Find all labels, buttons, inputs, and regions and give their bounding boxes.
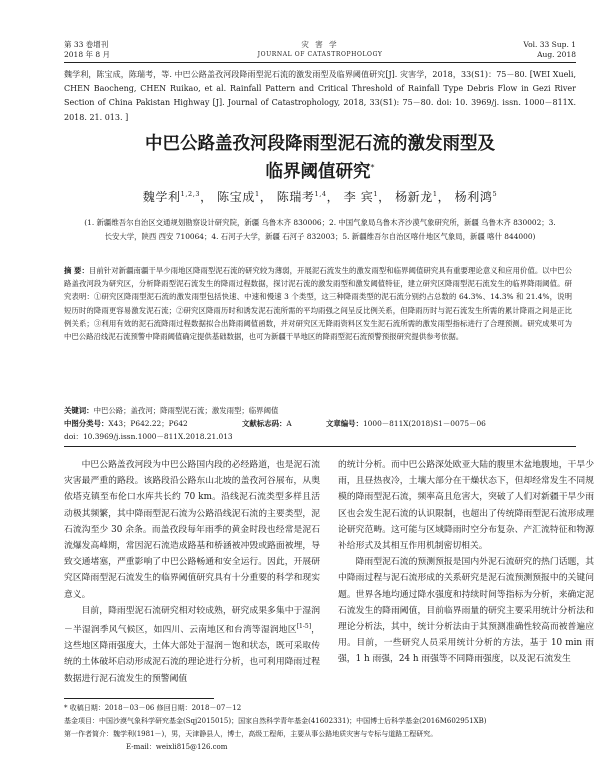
title-line-1: 中巴公路盖孜河段降雨型泥石流的激发雨型及 xyxy=(145,134,495,154)
citation-ref: [1-5] xyxy=(296,623,312,631)
issue-date-en: Aug. 2018 xyxy=(537,50,576,59)
volume-label: 第 33 卷增刊 xyxy=(64,40,109,49)
doc-code-value: A xyxy=(286,419,292,428)
citation-en: WEI Xueli, CHEN Baocheng, CHEN Ruikao, et al. Rainfall Pattern and Critical Threshold of Rainfall Type Debris Flow in Gezi River Section of China Pakistan Highway [J]. Journal of Catastrophology, 2018, 33(S1): 75－80. doi: 10. 3969/j. issn. 1000－811X. 2018. 21. 013. ] xyxy=(64,70,576,122)
paragraph: 的统计分析。而中巴公路深处欧亚大陆的腹里木盆地腹地，干旱少雨，且昼热夜冷，土壤大部分在干燥状态下，但却经常发生不同规模的降雨型泥石流，频率高且危害大，突破了人们对新疆干旱少雨区也会发生泥石流的认识限制，也超出了传统降雨型泥石流形成理论研究范畴。这可能与区域降雨时空分布复杂、产汇流特征和物源补给形式及其相互作用机制密切相关。 xyxy=(338,460,594,552)
classification-line xyxy=(64,418,572,429)
title-line-2: 临界阈值研究 xyxy=(265,161,371,182)
doc-code-label: 文献标志码： xyxy=(242,419,287,428)
paper-title xyxy=(64,133,576,184)
issue-date-cn: 2018 年 8 月 xyxy=(64,50,111,59)
clc-value: X43；P642.22；P642 xyxy=(108,419,188,428)
author-bio: 第一作者简介：魏学利(1981－)，男，天津静县人，博士，高级工程师，主要从事公路地质灾害与专标与道路工程研究。 xyxy=(64,730,438,738)
author: 陈宝成$^1$ xyxy=(217,190,260,204)
author: 杨新龙$^1$ xyxy=(395,190,438,204)
funding: 基金项目：中国沙漠气象科学研究基金(Sqj2015015)；国家自然科学青年基金(41602331)；中国博士后科学基金(2016M602951XB) xyxy=(64,717,487,725)
author: 魏学利$^{1,2,3}$ xyxy=(142,190,201,204)
author-list: 魏学利$^{1,2,3}$， 陈宝成$^1$， 陈瑞考$^{1,4}$， 李 宾$^1$， 杨新龙$^1$， 杨利鸿$^5$ xyxy=(142,190,498,204)
footnote-rule xyxy=(64,698,214,699)
header-right xyxy=(426,40,576,60)
abstract-rule xyxy=(64,446,576,447)
journal-name-en: JOURNAL OF CATASTROPHOLOGY xyxy=(257,51,383,58)
paragraph: 降雨型泥石流的预测预报是国内外泥石流研究的热门话题，其中降雨过程与泥石流形成的关系研究是泥石流预测预报中的关键问题。世界各地均通过降水强度和持续时间等指标为分析，来确定泥石流发生的降雨阈值，目前临界雨量的研究主要采用统计分析法和理论分析法，其中，统计分析法由于其预测准确性较高而被普遍应用。目前，一些研究人员采用统计分析的方法，基于 10 min 雨强，1 h 雨强，24 h 雨强等不同降雨强度，以及泥石流发生 xyxy=(338,557,594,665)
author-email: E-mail：weixli815@126.com xyxy=(126,743,228,751)
volume-label-en: Vol. 33 Sup. 1 xyxy=(523,40,576,49)
clc-label: 中图分类号： xyxy=(64,419,109,428)
header-rule xyxy=(64,62,576,63)
paragraph: 目前，降雨型泥石流研究相对较成熟，研究成果多集中于湿润－半湿润季风气候区，如四川、云南地区和台湾等湿润地区[1-5]，这些地区降雨强度大，土体大部处于湿润－饱和状态，既可采取传统的土体破坏启动形成泥石流的理论进行分析，也可利用降雨过程数据进行泥石流发生的预警阈值 xyxy=(64,605,320,684)
article-id-value: 1000－811X(2018)S1－0075－06 xyxy=(362,419,486,428)
doi-value: 10.3969/j.issn.1000－811X.2018.21.013 xyxy=(82,432,233,441)
author: 杨利鸿$^5$ xyxy=(454,190,498,204)
keywords xyxy=(64,405,572,416)
running-header xyxy=(64,40,576,64)
abstract-label: 摘 要： xyxy=(64,266,89,275)
article-id-label: 文章编号： xyxy=(326,419,363,428)
keywords-text: 中巴公路；盖孜河；降雨型泥石流；激发雨型；临界阈值 xyxy=(93,406,279,415)
citation-cn: 魏学利，陈宝成，陈瑞考，等. 中巴公路盖孜河段降雨型泥石流的激发雨型及临界阈值研究[J]. 灾害学，2018，33(S1)：75－80. [ xyxy=(64,70,533,79)
journal-name-cn: 灾 害 学 xyxy=(301,40,339,49)
keywords-label: 关键词： xyxy=(64,406,94,415)
doi-label: doi： xyxy=(64,432,83,441)
paragraph: 中巴公路盖孜河段为中巴公路国内段的必经路道，也是泥石流灾害最严重的路段。该路段沿公路东山北坡的盖孜河谷展布，从奥依塔克镇至布伦口水库共长约 70 km。沿线泥石流类型多样且活动极其频繁，其中降雨型泥石流为公路沿线泥石流的主要类型，泥石流沟至少 30 余条。而盖孜段每年雨季的黄金时段也经常是泥石流爆发高峰期，常因泥石流造成路基和桥涵被冲毁或路面被埋，导致交通堵塞，严重影响了中巴公路畅通和安全运行。因此，开展研究区降雨型泥石流发生的临界阈值研究具有十分重要的科学和现实意义。 xyxy=(64,460,320,600)
body-column-left xyxy=(64,457,320,687)
doi-line xyxy=(64,431,572,442)
received-date: * 收稿日期：2018－03－06 修回日期：2018－07－12 xyxy=(64,704,242,712)
footnotes xyxy=(64,702,576,754)
abstract xyxy=(64,264,572,343)
affiliations: (1. 新疆维吾尔自治区交通规划勘察设计研究院，新疆 乌鲁木齐 830006；2. 中国气象局乌鲁木齐沙漠气象研究所，新疆 乌鲁木齐 830002；3. 长安大学，陕西 西安 710064；4. 石河子大学，新疆 石河子 832003；5. 新疆维吾尔自治区喀什地区气象局，新疆 喀什 844000) xyxy=(84,218,556,241)
body-column-right xyxy=(338,457,594,668)
author: 李 宾$^1$ xyxy=(343,190,379,204)
author: 陈瑞考$^{1,4}$ xyxy=(276,190,327,204)
title-footnote-mark: * xyxy=(370,163,375,172)
citation-block xyxy=(64,68,576,125)
abstract-text: 目前针对新疆南疆干旱少雨地区降雨型泥石流的研究较为薄弱，开展泥石流发生的激发雨型和临界阈值研究具有重要理论意义和应用价值。以中巴公路盖孜河段为研究区，分析降雨型泥石流发生的降雨过程数据，探讨泥石流的激发雨型和激发阈值特征，建立研究区降雨型泥石流发生的临界降雨阈值。研究表明：①研究区降雨型泥石流的激发雨型包括快速、中速和慢速 3 个类型，这三种降雨类型的泥石流分别约占总数的 64.3%、14.3% 和 21.4%，说明短历时的降雨更容易激发泥石流；②研究区降雨历时和诱发泥石流所需的平均雨强之间呈反比例关系，但降雨历时与泥石流发生所需的累计降雨之间是正比例关系；③利用有效的泥石流降雨过程数据拟合出降雨阈值函数，并对研究区无降雨资料区发生泥石流所需的激发雨型指标进行了合理预测。研究成果可为中巴公路沿线泥石流预警中降雨阈值确定提供基础数据，也可为新疆干旱地区的降雨型泥石流预警预报研究提供参考依据。 xyxy=(64,266,572,342)
